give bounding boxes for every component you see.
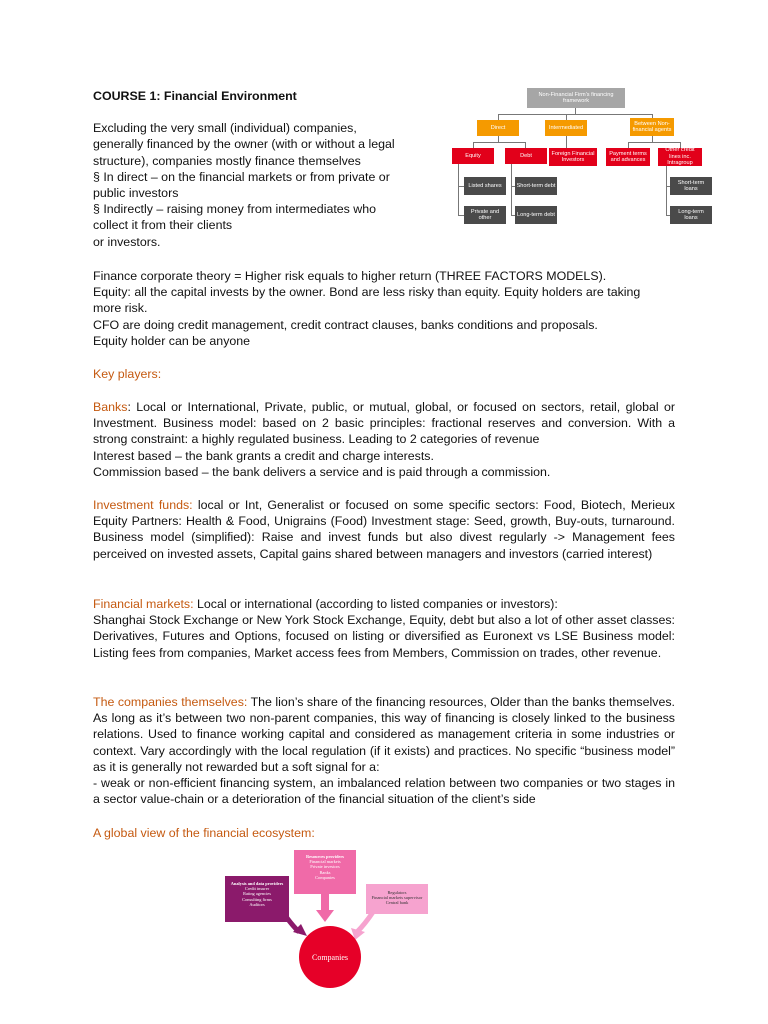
resources-item: Banks [319,869,331,875]
banks-line-2: Interest based – the bank grants a credit and charge interests. [93,448,434,463]
chart-long-debt-box: Long-term debt [515,206,557,224]
companies-text-2: - weak or non-efficient financing system, an imbalanced relation between two companies or two stages in a sector value-chain or a deterioration of the financial situation of the client’s side [93,776,675,807]
resources-item: Companies [315,874,335,880]
chart-other-credit-box: Other credit lines inc. Intragroup [658,148,702,166]
resources-item: Financial markets [309,859,341,865]
intro-line: generally financed by the owner (with or without a legal [93,137,395,152]
markets-block [93,596,675,661]
chart-private-box: Private and other [464,206,506,224]
intro-line: collect it from their clients [93,218,233,233]
companies-circle [299,926,361,988]
global-view-heading: A global view of the financial ecosystem: [93,826,315,840]
banks-label: Banks [93,400,128,414]
theory-line: Equity: all the capital invests by the owner. Bond are less risky than equity. Equity holders are taking [93,285,641,300]
regulators-title: Regulators [387,890,407,895]
chart-equity-box: Equity [452,148,494,164]
companies-circle-label: Companies [312,952,348,962]
chart-root-box: Non-Financial Firm's financing framework [527,88,625,108]
markets-text: Local or international (according to listed companies or investors): [193,597,558,611]
resources-item: Private investors [310,864,340,870]
funds-text: local or Int, Generalist or focused on some specific sectors: Food, Biotech, Merieux Equity Partners: Health & Food, Unigrains (Food) Investment stage: Seed, growth, Buy-outs, turnaround. Business model (simplified): Raise and invest funds but also divest regularly -> Management fees perceived on invested assets, Capital gains shared between managers and investors (carried interest) [93,498,675,561]
regulators-box [366,884,428,914]
theory-line: Finance corporate theory = Higher risk equals to higher return (THREE FACTORS MODELS). [93,269,607,283]
markets-text-2: Shanghai Stock Exchange or New York Stock Exchange, Equity, debt but also a lot of other asset classes: Derivatives, Futures and Options, focused on listing or diversified as Euronext vs LSE Business model: Listing fees from companies, Market access fees from Members, Commission on trades, other revenue. [93,613,675,660]
analysis-item: Consulting firms [242,896,272,902]
banks-block [93,399,675,480]
chart-intermediated-box: Intermediated [545,120,587,136]
chart-debt-box: Debt [505,148,547,164]
intro-block [93,88,433,250]
analysis-item: Auditors [249,901,265,907]
companies-label: The companies themselves: [93,695,248,709]
theory-block [93,268,675,349]
intro-line: public investors [93,186,179,201]
regulators-item: Central bank [385,900,409,906]
markets-label: Financial markets: [93,597,194,611]
intro-line: or investors. [93,234,161,249]
chart-payment-box: Payment terms and advances [606,148,650,166]
analysis-box [225,876,289,922]
companies-block [93,694,675,807]
analysis-item: Credit insurer [244,886,270,892]
chart-direct-box: Direct [477,120,519,136]
chart-foreign-box: Foreign Financial Investors [549,148,597,166]
intro-line: § In direct – on the financial markets or from private or [93,169,390,184]
resources-title: Resources providers [305,854,344,859]
analysis-item: Rating agencies [243,891,271,897]
theory-line: more risk. [93,301,148,316]
analysis-title: Analysis and data providers [230,881,284,886]
chart-between-box: Between Non-financial agents [630,118,674,136]
theory-line: Equity holder can be anyone [93,333,251,348]
intro-line: Excluding the very small (individual) companies, [93,121,357,136]
resources-box [294,850,356,894]
chart-long-loans-box: Long-term loans [670,206,712,224]
ecosystem-diagram [223,848,433,1008]
banks-line-3: Commission based – the bank delivers a service and is paid through a commission. [93,464,551,479]
regulators-item: Financial markets supervisor [371,895,423,901]
intro-line: structure), companies mostly finance themselves [93,153,361,168]
funds-block [93,497,675,562]
course-title: COURSE 1: Financial Environment [93,89,297,103]
banks-text: : Local or International, Private, public, or mutual, global, or focused on sectors, retail, global or Investment. Business model: based on 2 basic principles: fractional reserves and conversion. With a strong constraint: a highly regulated business. Leading to 2 categories of revenue [93,400,675,447]
companies-text: The lion’s share of the financing resources, Older than the banks themselves. As long as it’s between two non-parent companies, this way of financing is closely linked to the business relations. Used to finance working capital and considered as management criteria in some industries or context. Vary accordingly with the local regulation (if it exists) and practices. No specific “business model” as it is generally not rewarded but a soft signal for a: [93,695,675,774]
funds-label: Investment funds: [93,498,193,512]
key-players-heading: Key players: [93,367,162,381]
chart-short-loans-box: Short-term loans [670,177,712,195]
chart-listed-box: Listed shares [464,177,506,195]
chart-short-debt-box: Short-term debt [515,177,557,195]
theory-line: CFO are doing credit management, credit contract clauses, banks conditions and proposals. [93,317,598,332]
intro-line: § Indirectly – raising money from intermediates who [93,202,377,217]
